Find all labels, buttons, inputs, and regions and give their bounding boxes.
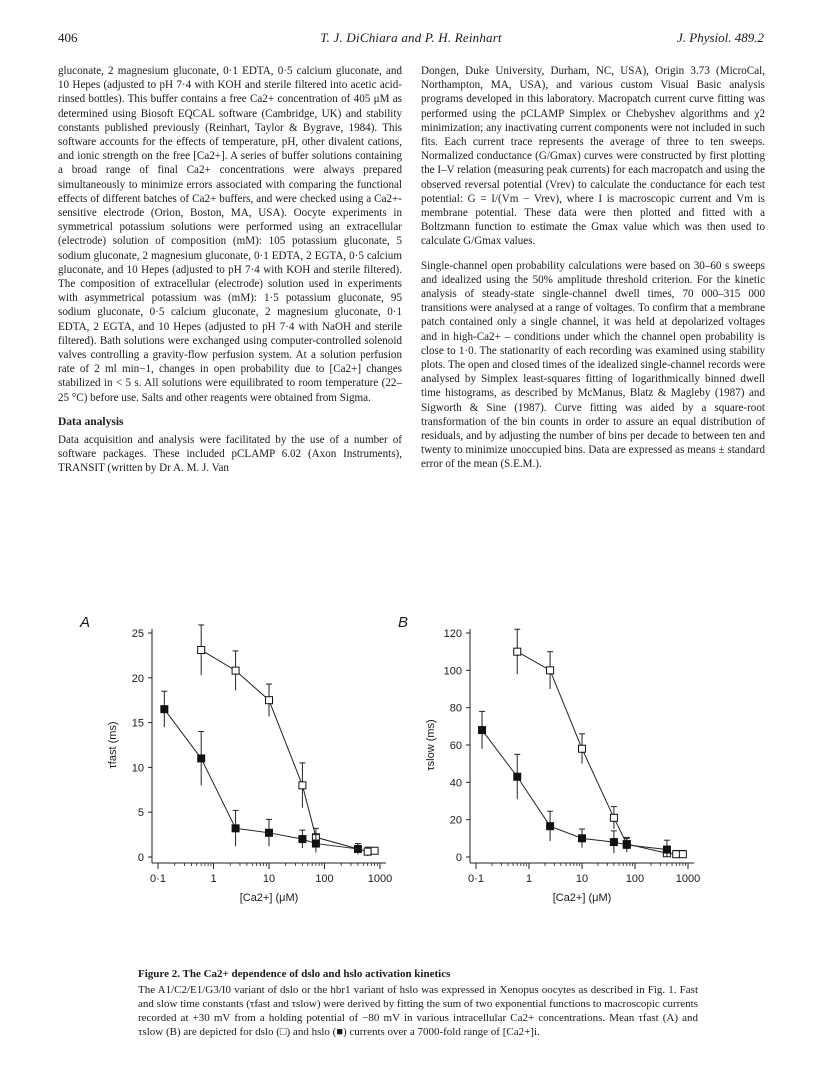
y-tick-label: 15 [131,717,144,730]
x-tick-label: 100 [315,873,334,885]
x-tick-label: 1 [525,873,533,885]
hslo-point [198,755,205,762]
dslo-line [517,652,683,855]
y-tick-label: 120 [443,628,462,640]
panel-label: B [398,614,409,631]
dslo-point [266,697,273,704]
y-tick-label: 25 [131,628,144,640]
caption-body: The A1/C2/E1/G3/I0 variant of dslo or the hbr1 variant of hslo was expressed in Xenopus oocytes as described in Fig. 1. Fast and slow time constants (τfast and τslow) were derived by fitting the sum of two exponential functions to macroscopic currents recorded at +30 mV from a holding potential of −80 mV in various intracellular Ca2+ concentrations. Mean τfast (A) and τslow (B) are depicted for dslo (□) and hslo (■) currents over a 7000-fold range of [Ca2+]i. [138,984,698,1038]
y-tick-label: 100 [443,665,462,678]
caption-title: Figure 2. The Ca2+ dependence of dslo and hslo activation kinetics [138,968,451,980]
x-tick-label: 0·1 [468,873,484,885]
dslo-point [232,667,239,674]
y-axis-label: τslow (ms) [425,719,437,771]
x-axis-label: [Ca2+] (μM) [552,892,612,904]
section-heading: Data analysis [58,415,124,428]
hslo-point [312,840,319,847]
hslo-point [610,839,617,846]
dslo-point [547,667,554,674]
page-header [58,30,764,50]
hslo-point [299,836,306,843]
hslo-point [514,773,521,780]
y-tick-label: 60 [449,740,462,752]
x-tick-label: 10 [262,873,276,885]
dslo-point [514,648,521,655]
page-number: 406 [58,30,78,45]
x-tick-label: 1000 [367,873,393,885]
y-tick-label: 20 [131,672,144,685]
hslo-point [354,845,361,852]
figure-2 [58,585,764,980]
dslo-point [299,782,306,789]
dslo-point [579,745,586,752]
y-tick-label: 0 [137,852,144,864]
dslo-point [673,851,680,858]
x-tick-label: 1000 [675,873,701,885]
journal-reference: J. Physiol. 489.2 [676,30,764,45]
x-tick-label: 0·1 [150,873,166,885]
x-tick-label: 100 [625,873,645,885]
methods-paragraph: gluconate, 2 magnesium gluconate, 0·1 EDTA, 0·5 calcium gluconate, and 10 Hepes (adjusted to pH 7·4 with KOH and sterile filtered into acetic acid-rinsed bottles). This buffer contains a free Ca2+ concentration of 405 μM as determined using Biosoft EQCAL software (Cambridge, UK) and stability constants published previously (Reinhart, Taylor & Bygrave, 1984). This software accounts for the effects of temperature, pH, other divalent cations, and ionic strength on the free [Ca2+]. A series of buffer solutions containing a broad range of final Ca2+ concentrations were always prepared simultaneously to minimize errors associated with comparing the functional effects of different batches of Ca2+ buffers, and were checked using a Ca2+-sensitive electrode (Orion, Boston, MA, USA). Oocyte experiments in symmetrical potassium solutions were performed using an extracellular (electrode) solution of composition (mM): 105 potassium gluconate, 5 sodium gluconate, 2 magnesium gluconate, 0·1 EDTA, 2 EGTA, 0·5 calcium gluconate, and 10 Hepes (adjusted to pH 7·4 with KOH and sterile filtered). The composition of extracellular (electrode) solution used in experiments with asymmetrical potassium was (mM): 1·5 potassium gluconate, 95 sodium gluconate, 0·5 calcium gluconate, 2 magnesium gluconate, 0·1 EDTA, 2 EGTA, and 10 Hepes (adjusted to pH 7·4 with NaOH and sterile filtered). Bath solutions were exchanged using computer-controlled solenoid valves controlling a gravity-flow perfusion system. At a solution perfusion rate of 2 ml min−1, changes in open probability due to [Ca2+] changes stabilized in < 5 s. All solutions were equilibrated to room temperature (22–25 °C) before use. Salts and other reagents were obtained from Sigma. [58,65,402,404]
x-tick-label: 1 [210,873,217,885]
dslo-point [371,847,378,854]
dslo-point [364,848,371,855]
hslo-point [663,846,670,853]
dslo-point [679,851,686,858]
running-authors: T. J. DiChiara and P. H. Reinhart [320,30,502,45]
panel-label: A [80,614,91,631]
y-axis-label: τfast (ms) [107,721,119,769]
y-tick-label: 0 [455,852,462,864]
y-tick-label: 5 [137,807,144,820]
hslo-line [164,709,358,849]
analysis-paragraph: Dongen, Duke University, Durham, NC, USA), Origin 3.73 (MicroCal, Northampton, MA, USA), and various custom Visual Basic analysis programs developed in this laboratory. Macropatch current curve fitting was performed using the pCLAMP Simplex or Chebyshev algorithms and χ2 minimization; any inactivating current components were not included in such fits. Each current trace represents the average of three to ten sweeps. Normalized conductance (G/Gmax) curves were constructed by first plotting the I–V relation (measuring peak currents) for each macropatch and using the observed reversal potential (Vrev) to calculate the conductance for each test potential: G = I/(Vm − Vrev), where I is macroscopic current and Vm is membrane potential. These data were then plotted and fitted with a Boltzmann function to estimate the Gmax value which was then used to calculate G/Gmax values. [421,65,765,248]
y-tick-label: 10 [131,762,144,775]
hslo-point [479,727,486,734]
hslo-line [482,730,667,849]
dslo-point [198,647,205,654]
hslo-point [623,841,630,848]
y-tick-label: 20 [449,814,462,827]
single-channel-paragraph: Single-channel open probability calculations were based on 30–60 s sweeps and idealized using the 50% amplitude threshold criterion. For the kinetic analysis of steady-state single-channel dwell times, 70 000–315 000 transitions were analysed at a range of voltages. To confirm that a membrane patch contained only a single channel, it was held at depolarized voltages and in high-Ca2+ – conditions under which the channel open probability is close to 1·0. The stationarity of each recording was examined using stability plots. The open and closed times of the idealized single-channel records were analysed by Simplex least-squares fitting of logarithmically binned dwell time histograms, as described by McManus, Blatz & Magleby (1987) and Sigworth & Sine (1987). Curve fitting was aided by a square-root transformation of the bin counts in order to assure an equal distribution of residuals, and by adjusting the number of bins per decade to between ten and twenty to minimize unoccupied bins. Data are expressed as means ± standard error of the mean (S.E.M.). [421,259,765,471]
hslo-point [547,823,554,830]
hslo-point [579,835,586,842]
dslo-point [610,814,617,821]
x-tick-label: 10 [575,873,589,885]
figure-plots [58,585,764,970]
dslo-line [201,650,374,852]
hslo-point [266,829,273,836]
right-column [421,64,765,482]
left-column [58,64,402,476]
y-tick-label: 40 [449,777,462,790]
y-tick-label: 80 [449,702,462,715]
data-analysis-paragraph: Data acquisition and analysis were facilitated by the use of a number of software packages. These included pCLAMP 6.02 (Axon Instruments), TRANSIT (written by Dr A. M. J. Van [58,434,402,475]
hslo-point [232,825,239,832]
x-axis-label: [Ca2+] (μM) [239,892,299,904]
hslo-point [161,706,168,713]
figure-caption [138,967,698,1039]
